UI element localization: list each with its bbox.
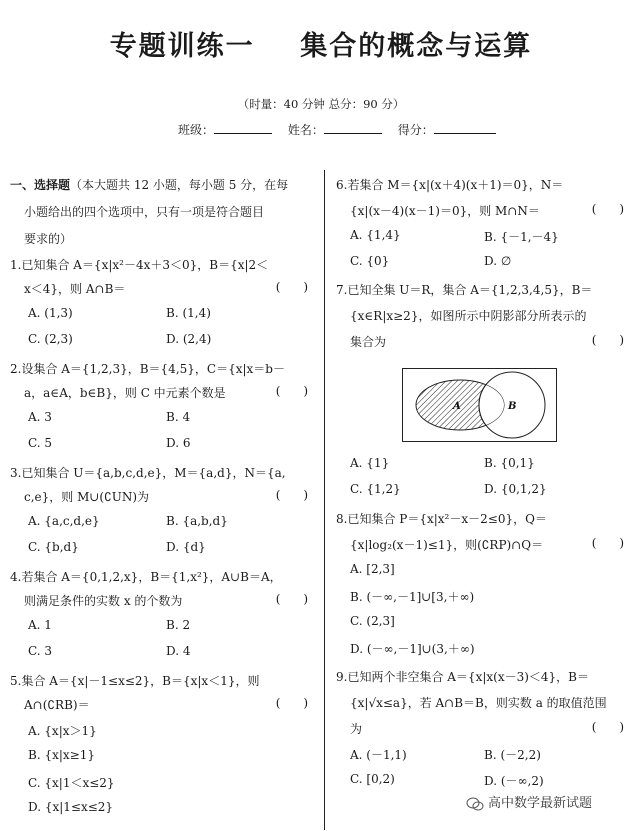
time-score-info: （时量：40 分钟 总分：90 分） bbox=[237, 97, 405, 111]
q2-option-b[interactable]: B. 4 bbox=[166, 410, 191, 424]
q3-stem-2: c,e}，则 M∪(∁UN)为 bbox=[24, 490, 150, 504]
watermark bbox=[466, 792, 592, 811]
name-label: 姓名： bbox=[287, 123, 324, 137]
q7-stem-2: {x∈R|x≥2}，如图所示中阴影部分所表示的 bbox=[350, 309, 587, 323]
q6-option-c[interactable]: C. {0} bbox=[350, 254, 390, 268]
q9-stem-2: {x|√x≤a}，若 A∩B＝B，则实数 a 的取值范围 bbox=[350, 696, 607, 710]
q9-option-b[interactable]: B. (－2,2) bbox=[484, 748, 541, 762]
q4-option-c[interactable]: C. 3 bbox=[28, 644, 53, 658]
q7-stem-1: 7.已知全集 U＝R，集合 A＝{1,2,3,4,5}，B＝ bbox=[336, 283, 593, 297]
q6-option-b[interactable]: B. {－1,－4} bbox=[484, 230, 559, 244]
set-a-label: A bbox=[453, 401, 461, 412]
q1-option-a[interactable]: A. (1,3) bbox=[28, 306, 73, 320]
q7-option-c[interactable]: C. {1,2} bbox=[350, 482, 401, 496]
q8-option-a[interactable]: A. [2,3] bbox=[350, 562, 395, 576]
q1-option-c[interactable]: C. (2,3) bbox=[28, 332, 73, 346]
q3-option-b[interactable]: B. {a,b,d} bbox=[166, 514, 228, 528]
section-desc-3: 要求的） bbox=[24, 232, 73, 246]
q9-option-d[interactable]: D. (－∞,2) bbox=[484, 774, 544, 788]
q8-option-c[interactable]: C. (2,3] bbox=[350, 614, 395, 628]
q4-stem-1: 4.若集合 A＝{0,1,2,x}，B＝{1,x²}，A∪B＝A， bbox=[10, 570, 282, 584]
q5-option-b[interactable]: B. {x|x≥1} bbox=[28, 748, 95, 762]
q5-stem-2: A∩(∁RB)＝ bbox=[24, 698, 90, 712]
q5-stem-1: 5.集合 A＝{x|－1≤x≤2}，B＝{x|x＜1}，则 bbox=[10, 674, 260, 688]
page-title: 专题训练一 集合的概念与运算 bbox=[109, 31, 533, 62]
q7-option-d[interactable]: D. {0,1,2} bbox=[484, 482, 547, 496]
section-desc-2: 小题给出的四个选项中，只有一项是符合题目 bbox=[24, 205, 265, 219]
section-header bbox=[10, 176, 288, 193]
q9-option-a[interactable]: A. (－1,1) bbox=[350, 748, 407, 762]
q1-answer-blank: ( ) bbox=[275, 280, 308, 294]
q2-option-c[interactable]: C. 5 bbox=[28, 436, 53, 450]
q3-stem-1: 3.已知集合 U＝{a,b,c,d,e}，M＝{a,d}，N＝{a, bbox=[10, 466, 286, 480]
q6-stem-1: 6.若集合 M＝{x|(x＋4)(x＋1)＝0}，N＝ bbox=[336, 178, 564, 192]
q3-option-d[interactable]: D. {d} bbox=[166, 540, 206, 554]
set-b-label: B bbox=[508, 401, 517, 412]
q4-option-d[interactable]: D. 4 bbox=[166, 644, 191, 658]
q6-stem-2: {x|(x－4)(x－1)＝0}，则 M∩N＝ bbox=[350, 204, 540, 218]
q1-stem-1: 1.已知集合 A＝{x|x²－4x＋3＜0}，B＝{x|2＜ bbox=[10, 258, 269, 272]
q4-stem-2: 则满足条件的实数 x 的个数为 bbox=[24, 594, 183, 608]
q8-stem-2: {x|log₂(x－1)≤1}，则(∁RP)∩Q＝ bbox=[350, 538, 544, 552]
watermark-text: 高中数学最新试题 bbox=[488, 796, 593, 811]
q4-option-b[interactable]: B. 2 bbox=[166, 618, 191, 632]
score-label: 得分： bbox=[397, 123, 434, 137]
q2-answer-blank: ( ) bbox=[275, 384, 308, 398]
q2-option-a[interactable]: A. 3 bbox=[28, 410, 52, 424]
q7-answer-blank: ( ) bbox=[591, 333, 624, 347]
q3-answer-blank: ( ) bbox=[275, 488, 308, 502]
q2-stem-2: a，a∈A，b∈B}，则 C 中元素个数是 bbox=[24, 386, 226, 400]
q1-option-b[interactable]: B. (1,4) bbox=[166, 306, 211, 320]
q8-stem-1: 8.已知集合 P＝{x|x²－x－2≤0}，Q＝ bbox=[336, 512, 547, 526]
q7-option-a[interactable]: A. {1} bbox=[350, 456, 390, 470]
q6-option-d[interactable]: D. ∅ bbox=[484, 254, 512, 268]
q6-answer-blank: ( ) bbox=[591, 202, 624, 216]
q5-answer-blank: ( ) bbox=[275, 696, 308, 710]
q7-option-b[interactable]: B. {0,1} bbox=[484, 456, 535, 470]
q3-option-a[interactable]: A. {a,c,d,e} bbox=[28, 514, 100, 528]
q5-option-d[interactable]: D. {x|1≤x≤2} bbox=[28, 800, 114, 814]
q1-option-d[interactable]: D. (2,4) bbox=[166, 332, 212, 346]
q9-stem-1: 9.已知两个非空集合 A＝{x|x(x－3)＜4}，B＝ bbox=[336, 670, 589, 684]
q3-option-c[interactable]: C. {b,d} bbox=[28, 540, 79, 554]
q2-option-d[interactable]: D. 6 bbox=[166, 436, 191, 450]
venn-diagram bbox=[402, 368, 557, 442]
class-blank[interactable] bbox=[214, 121, 272, 134]
name-blank[interactable] bbox=[324, 121, 382, 134]
q4-option-a[interactable]: A. 1 bbox=[28, 618, 52, 632]
wechat-icon bbox=[466, 797, 484, 811]
q8-option-d[interactable]: D. (－∞,－1]∪(3,＋∞) bbox=[350, 642, 475, 656]
q1-stem-2: x＜4}，则 A∩B＝ bbox=[24, 282, 126, 296]
q9-answer-blank: ( ) bbox=[591, 720, 624, 734]
q8-option-b[interactable]: B. (－∞,－1]∪[3,＋∞) bbox=[350, 590, 475, 604]
student-info-fields bbox=[178, 121, 496, 138]
q7-stem-3: 集合为 bbox=[350, 335, 387, 349]
q6-option-a[interactable]: A. {1,4} bbox=[350, 228, 401, 242]
q5-option-a[interactable]: A. {x|x＞1} bbox=[28, 724, 97, 738]
section-desc-1: （本大题共 12 小题，每小题 5 分，在每 bbox=[70, 178, 289, 192]
q8-answer-blank: ( ) bbox=[591, 536, 624, 550]
class-label: 班级： bbox=[178, 123, 215, 137]
q9-option-c[interactable]: C. [0,2) bbox=[350, 772, 395, 786]
q9-stem-3: 为 bbox=[350, 722, 363, 736]
section-title: 一、选择题 bbox=[10, 178, 71, 192]
column-divider bbox=[324, 170, 325, 830]
q5-option-c[interactable]: C. {x|1＜x≤2} bbox=[28, 776, 115, 790]
q4-answer-blank: ( ) bbox=[275, 592, 308, 606]
q2-stem-1: 2.设集合 A＝{1,2,3}，B＝{4,5}，C＝{x|x＝b－ bbox=[10, 362, 285, 376]
score-blank[interactable] bbox=[434, 121, 496, 134]
